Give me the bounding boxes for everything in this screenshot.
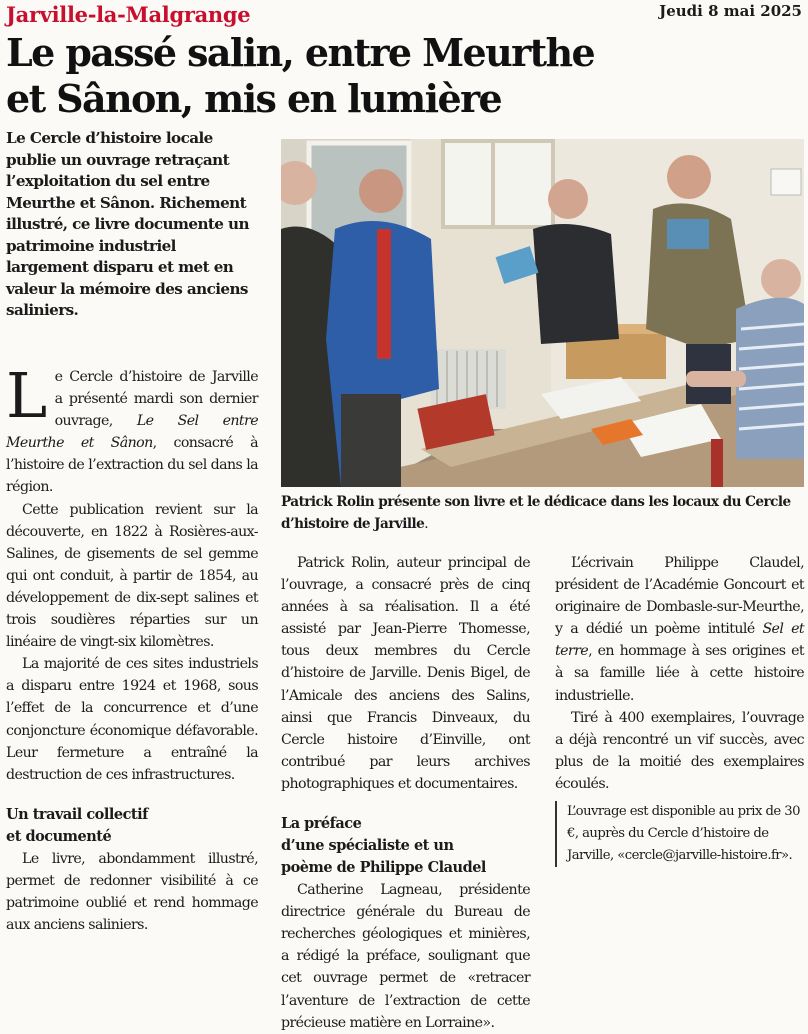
caption-text: Patrick Rolin présente son livre et le dédicace dans les locaux du Cercle d’histoire de Jarville	[281, 494, 791, 532]
section-city: Jarville-la-Malgrange	[6, 2, 251, 27]
headline-line-2: et Sânon, mis en lumière	[6, 76, 502, 121]
drop-cap: L	[6, 359, 47, 432]
poem-title: Sel et terre	[555, 621, 804, 660]
article-photo	[281, 139, 804, 487]
article-headline	[6, 30, 802, 122]
paragraph-book: Le livre, abondamment illustré, permet de redonner visibilité à ce patrimoine oublié et rend hommage aux anciens saliniers.	[6, 850, 258, 934]
headline-line-1: Le passé salin, entre Meurthe	[6, 30, 595, 75]
subheading-1-line-2: et documenté	[6, 827, 112, 845]
subheading-2-line-3: poème de Philippe Claudel	[281, 859, 486, 877]
availability-box: L’ouvrage est disponible au prix de 30 €, auprès du Cercle d’histoire de Jarville, «cercle@jarville-histoire.fr».	[555, 801, 804, 867]
photo-illustration	[281, 139, 804, 487]
paragraph-authors: Patrick Rolin, auteur principal de l’ouvrage, a consacré près de cinq années à sa réalisation. Il a été assisté par Jean-Pierre Thomesse, tous deux membres du Cercle d’histoire de Jarville. Denis Bigel, de l’Amicale des anciens des Salins, ainsi que Francis Dinveaux, du Cercle histoire d’Einville, ont contribué par leurs archives photographiques et documentaires.	[281, 555, 530, 792]
intro-text-b: , consacré à l’histoire de l’extraction du sel dans la région.	[6, 435, 258, 496]
paragraph-claudel	[555, 552, 804, 707]
article-column-3-flow	[555, 552, 804, 867]
paragraph-intro	[6, 359, 258, 499]
paragraph-print-run: Tiré à 400 exemplaires, l’ouvrage a déjà rencontré un vif succès, avec plus de la moitié des exemplaires écoulés.	[555, 709, 804, 792]
issue-date: Jeudi 8 mai 2025	[659, 2, 802, 20]
article-column-1	[6, 359, 258, 936]
subheading-collective-work	[6, 804, 258, 848]
subheading-2-line-2: d’une spécialiste et un	[281, 837, 454, 855]
paragraph-decline: La majorité de ces sites industriels a disparu entre 1924 et 1968, sous l’effet de la concurrence et d’une conjoncture économique défavorable. Leur fermeture a entraîné la destruction de ces infrastructures.	[6, 656, 258, 783]
article-lead: Le Cercle d’histoire locale publie un ouvrage retraçant l’exploitation du sel entre Meurthe et Sânon. Richement illustré, ce livre documente un patrimoine industriel largement disparu et met en valeur la mémoire des anciens saliniers.	[6, 129, 249, 319]
book-title: Le Sel entre Meurthe et Sânon	[6, 413, 258, 452]
intro-text-a: e Cercle d’histoire de Jarville a présenté mardi son dernier ouvrage,	[54, 369, 258, 430]
paragraph-preface: Catherine Lagneau, présidente directrice générale du Bureau de recherches géologiques et minières, a rédigé la préface, soulignant que cet ouvrage permet de «retracer l’aventure de l’extraction de cette précieuse matière en Lorraine».	[281, 882, 530, 1031]
claudel-text-b: , en hommage à ses origines et à sa famille liée à cette histoire industrielle.	[555, 643, 804, 704]
article-column-2	[281, 552, 530, 1034]
subheading-1-line-1: Un travail collectif	[6, 805, 148, 823]
subheading-2-line-1: La préface	[281, 815, 362, 833]
photo-caption	[281, 491, 805, 535]
claudel-text-a: L’écrivain Philippe Claudel, président de l’Académie Goncourt et originaire de Dombasle-sur-Meurthe, y a dédié un poème intitulé	[555, 555, 804, 638]
caption-period: .	[424, 516, 429, 532]
subheading-preface	[281, 813, 530, 879]
paragraph-discovery: Cette publication revient sur la découverte, en 1822 à Rosières-aux-Salines, de gisements de sel gemme qui ont conduit, à partir de 1854, au développement de dix-sept salines et trois soudières réparties sur un linéaire de vingt-six kilomètres.	[6, 501, 258, 651]
